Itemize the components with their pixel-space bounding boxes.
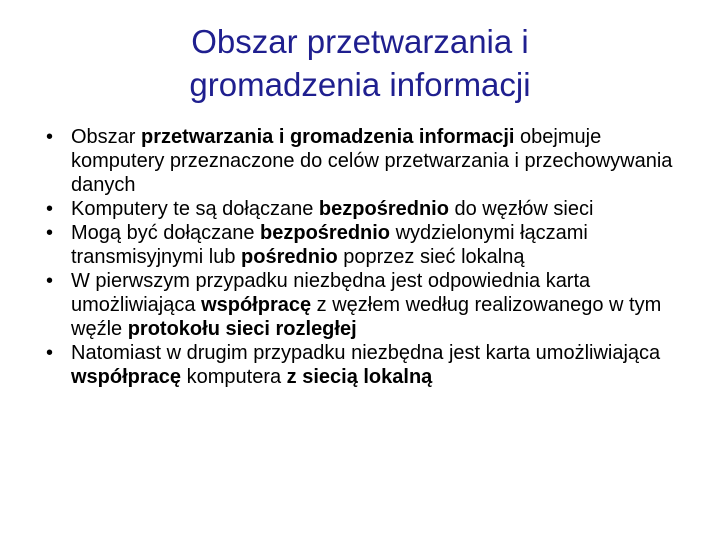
bullet-text-bold: współpracę (71, 366, 182, 388)
slide-title-line-1: Obszar przetwarzania i (191, 23, 529, 60)
bullet-text: Natomiast w drugim przypadku niezbędna jest karta umożliwiająca (71, 342, 661, 364)
bullet-text-bold: pośrednio (241, 246, 338, 268)
bullet-text: wydzielonymi łączami transmisyjnymi lub (71, 222, 588, 268)
bullet-text: komputera (181, 366, 287, 388)
bullet-text-bold: przetwarzania i gromadzenia informacji (141, 126, 515, 148)
bullet-item (46, 341, 686, 389)
bullet-marker: • (46, 126, 54, 148)
bullet-text: Obszar (71, 126, 142, 148)
bullet-text-bold: z siecią lokalną (286, 366, 433, 388)
slide-title-line-2: gromadzenia informacji (189, 66, 531, 103)
bullet-text: obejmuje komputery przeznaczone do celów przetwarzania i przechowywania danych (71, 126, 673, 196)
bullet-marker: • (46, 270, 54, 292)
bullet-marker: • (46, 342, 54, 364)
bullet-item (46, 197, 686, 221)
slide-title (60, 20, 660, 106)
bullet-text: Komputery te są dołączane (71, 198, 319, 220)
bullet-text-bold: bezpośrednio (318, 198, 449, 220)
bullet-marker: • (46, 222, 54, 244)
bullet-item (46, 269, 686, 341)
bullet-item (46, 221, 686, 269)
bullet-text: do węzłów sieci (448, 198, 594, 220)
bullet-text-bold: współpracę (201, 294, 312, 316)
bullet-text-bold: bezpośrednio (260, 222, 391, 244)
bullet-item (46, 125, 686, 197)
bullet-text: W pierwszym przypadku niezbędna jest odpowiednia karta umożliwiająca (71, 270, 591, 316)
bullet-marker: • (46, 198, 54, 220)
bullet-text: z węzłem według realizowanego w tym węźle (71, 294, 662, 340)
bullet-text-bold: protokołu sieci rozległej (127, 318, 357, 340)
bullet-list (46, 125, 686, 389)
bullet-text: Mogą być dołączane (71, 222, 261, 244)
bullet-text: poprzez sieć lokalną (337, 246, 525, 268)
